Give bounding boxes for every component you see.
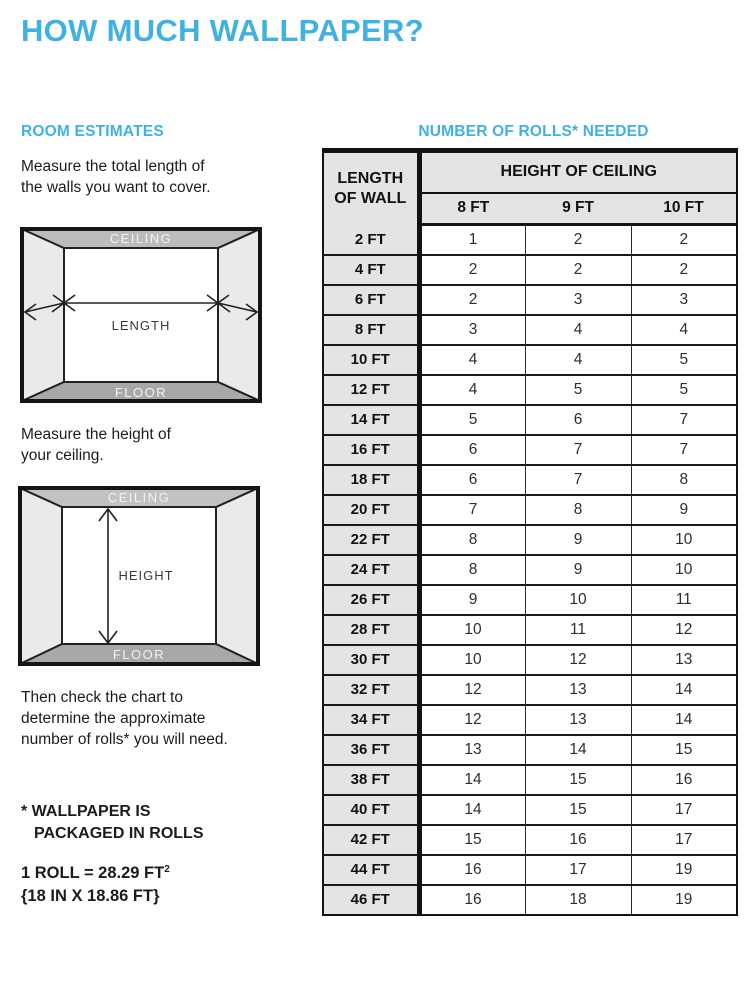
- rolls-8ft-cell: 4: [419, 345, 525, 375]
- instruction-check-chart: [21, 687, 228, 750]
- rolls-8ft-cell: 13: [419, 735, 525, 765]
- wall-length-cell: 24 FT: [323, 555, 419, 585]
- table-row: [323, 795, 737, 825]
- rolls-10ft-cell: 14: [631, 675, 737, 705]
- rolls-10ft-cell: 2: [631, 225, 737, 255]
- rolls-9ft-cell: 6: [525, 405, 631, 435]
- rolls-8ft-cell: 6: [419, 435, 525, 465]
- footnote-line: * WALLPAPER IS: [21, 803, 151, 820]
- height-arrow-label: HEIGHT: [118, 568, 174, 583]
- rolls-10ft-cell: 17: [631, 795, 737, 825]
- rolls-9ft-cell: 15: [525, 795, 631, 825]
- wall-length-cell: 10 FT: [323, 345, 419, 375]
- rolls-9ft-cell: 13: [525, 675, 631, 705]
- rolls-9ft-cell: 2: [525, 225, 631, 255]
- rolls-10ft-cell: 11: [631, 585, 737, 615]
- table-row: [323, 375, 737, 405]
- footnote-line: PACKAGED IN ROLLS: [34, 825, 204, 842]
- rolls-8ft-cell: 16: [419, 885, 525, 915]
- room-height-diagram: [18, 486, 260, 671]
- table-row: [323, 825, 737, 855]
- rolls-table-heading: NUMBER OF ROLLS* NEEDED: [418, 123, 649, 140]
- rolls-10ft-cell: 17: [631, 825, 737, 855]
- room-length-diagram-svg: [20, 227, 262, 403]
- rolls-8ft-cell: 14: [419, 795, 525, 825]
- wall-length-cell: 14 FT: [323, 405, 419, 435]
- rolls-9ft-cell: 15: [525, 765, 631, 795]
- rolls-10ft-cell: 3: [631, 285, 737, 315]
- room-estimates-heading: ROOM ESTIMATES: [21, 123, 164, 140]
- rolls-8ft-cell: 8: [419, 525, 525, 555]
- wall-length-cell: 8 FT: [323, 315, 419, 345]
- rolls-9ft-cell: 8: [525, 495, 631, 525]
- rolls-8ft-cell: 12: [419, 675, 525, 705]
- rolls-10ft-cell: 2: [631, 255, 737, 285]
- corner-header-length-of-wall: LENGTH OF WALL: [323, 151, 419, 225]
- wall-length-cell: 16 FT: [323, 435, 419, 465]
- instruction-line: your ceiling.: [21, 447, 104, 464]
- column-header-9ft: 9 FT: [525, 193, 631, 225]
- rolls-10ft-cell: 14: [631, 705, 737, 735]
- left-wall-shape: [20, 488, 62, 664]
- page-title: HOW MUCH WALLPAPER?: [21, 13, 424, 48]
- table-row: [323, 435, 737, 465]
- instruction-measure-height: [21, 424, 171, 466]
- table-row: [323, 285, 737, 315]
- rolls-9ft-cell: 7: [525, 465, 631, 495]
- table-row: [323, 735, 737, 765]
- rolls-9ft-cell: 14: [525, 735, 631, 765]
- wall-length-cell: 46 FT: [323, 885, 419, 915]
- rolls-table-header: [323, 151, 737, 225]
- table-row: [323, 705, 737, 735]
- table-row: [323, 495, 737, 525]
- rolls-8ft-cell: 2: [419, 285, 525, 315]
- table-row: [323, 405, 737, 435]
- table-row: [323, 885, 737, 915]
- table-row: [323, 645, 737, 675]
- floor-label: FLOOR: [112, 647, 166, 662]
- wall-length-cell: 38 FT: [323, 765, 419, 795]
- rolls-9ft-cell: 4: [525, 315, 631, 345]
- table-row: [323, 345, 737, 375]
- roll-equation: 1 ROLL = 28.29 $FT^2$: [21, 864, 170, 882]
- rolls-table: [322, 148, 738, 916]
- table-row: [323, 255, 737, 285]
- table-row: [323, 765, 737, 795]
- instruction-line: number of rolls* you will need.: [21, 731, 228, 748]
- rolls-9ft-cell: 7: [525, 435, 631, 465]
- room-length-diagram: [20, 227, 262, 408]
- rolls-8ft-cell: 3: [419, 315, 525, 345]
- rolls-9ft-cell: 2: [525, 255, 631, 285]
- rolls-8ft-cell: 5: [419, 405, 525, 435]
- wall-length-cell: 12 FT: [323, 375, 419, 405]
- right-wall-shape: [216, 488, 258, 664]
- rolls-8ft-cell: 16: [419, 855, 525, 885]
- rolls-9ft-cell: 3: [525, 285, 631, 315]
- table-row: [323, 585, 737, 615]
- rolls-10ft-cell: 4: [631, 315, 737, 345]
- length-arrow-label: LENGTH: [111, 318, 171, 333]
- ceiling-label: CEILING: [107, 490, 171, 505]
- table-row: [323, 615, 737, 645]
- instruction-line: Measure the height of: [21, 426, 171, 443]
- rolls-8ft-cell: 2: [419, 255, 525, 285]
- rolls-8ft-cell: 14: [419, 765, 525, 795]
- rolls-9ft-cell: 5: [525, 375, 631, 405]
- wall-length-cell: 30 FT: [323, 645, 419, 675]
- rolls-8ft-cell: 9: [419, 585, 525, 615]
- rolls-10ft-cell: 8: [631, 465, 737, 495]
- rolls-9ft-cell: 16: [525, 825, 631, 855]
- rolls-9ft-cell: 9: [525, 525, 631, 555]
- back-wall-shape: [64, 248, 218, 382]
- rolls-10ft-cell: 15: [631, 735, 737, 765]
- rolls-9ft-cell: 10: [525, 585, 631, 615]
- rolls-table-body: [323, 225, 737, 915]
- instruction-measure-length: [21, 156, 211, 198]
- roll-dimensions: {18 IN X 18.86 FT}: [21, 887, 160, 905]
- rolls-10ft-cell: 7: [631, 405, 737, 435]
- rolls-9ft-cell: 4: [525, 345, 631, 375]
- wall-length-cell: 2 FT: [323, 225, 419, 255]
- rolls-9ft-cell: 18: [525, 885, 631, 915]
- table-row: [323, 525, 737, 555]
- table-row: [323, 855, 737, 885]
- wall-length-cell: 28 FT: [323, 615, 419, 645]
- rolls-8ft-cell: 8: [419, 555, 525, 585]
- rolls-8ft-cell: 6: [419, 465, 525, 495]
- rolls-8ft-cell: 7: [419, 495, 525, 525]
- table-row: [323, 465, 737, 495]
- instruction-line: Measure the total length of: [21, 158, 205, 175]
- rolls-8ft-cell: 12: [419, 705, 525, 735]
- rolls-10ft-cell: 9: [631, 495, 737, 525]
- rolls-9ft-cell: 12: [525, 645, 631, 675]
- rolls-8ft-cell: 1: [419, 225, 525, 255]
- rolls-10ft-cell: 5: [631, 375, 737, 405]
- wall-length-cell: 42 FT: [323, 825, 419, 855]
- instruction-line: Then check the chart to: [21, 689, 183, 706]
- table-row: [323, 555, 737, 585]
- wall-length-cell: 26 FT: [323, 585, 419, 615]
- rolls-10ft-cell: 7: [631, 435, 737, 465]
- wall-length-cell: 36 FT: [323, 735, 419, 765]
- rolls-9ft-cell: 11: [525, 615, 631, 645]
- rolls-9ft-cell: 17: [525, 855, 631, 885]
- rolls-8ft-cell: 4: [419, 375, 525, 405]
- instruction-line: the walls you want to cover.: [21, 179, 211, 196]
- wall-length-cell: 40 FT: [323, 795, 419, 825]
- floor-label: FLOOR: [114, 385, 168, 400]
- column-header-10ft: 10 FT: [631, 193, 737, 225]
- room-height-diagram-svg: [18, 486, 260, 666]
- rolls-9ft-cell: 13: [525, 705, 631, 735]
- squared-superscript: 2: [164, 864, 170, 875]
- wall-length-cell: 4 FT: [323, 255, 419, 285]
- wall-length-cell: 34 FT: [323, 705, 419, 735]
- table-row: [323, 675, 737, 705]
- rolls-10ft-cell: 12: [631, 615, 737, 645]
- group-header-height-of-ceiling: HEIGHT OF CEILING: [419, 151, 737, 193]
- rolls-10ft-cell: 19: [631, 885, 737, 915]
- table-row: [323, 315, 737, 345]
- rolls-10ft-cell: 5: [631, 345, 737, 375]
- rolls-9ft-cell: 9: [525, 555, 631, 585]
- wall-length-cell: 22 FT: [323, 525, 419, 555]
- rolls-10ft-cell: 10: [631, 555, 737, 585]
- wall-length-cell: 18 FT: [323, 465, 419, 495]
- rolls-8ft-cell: 15: [419, 825, 525, 855]
- ceiling-label: CEILING: [109, 231, 173, 246]
- wall-length-cell: 20 FT: [323, 495, 419, 525]
- table-row: [323, 225, 737, 255]
- wall-length-cell: 6 FT: [323, 285, 419, 315]
- rolls-10ft-cell: 19: [631, 855, 737, 885]
- rolls-10ft-cell: 16: [631, 765, 737, 795]
- wall-length-cell: 44 FT: [323, 855, 419, 885]
- column-header-8ft: 8 FT: [419, 193, 525, 225]
- instruction-line: determine the approximate: [21, 710, 206, 727]
- wall-length-cell: 32 FT: [323, 675, 419, 705]
- rolls-10ft-cell: 13: [631, 645, 737, 675]
- rolls-8ft-cell: 10: [419, 615, 525, 645]
- rolls-10ft-cell: 10: [631, 525, 737, 555]
- roll-size-info: [21, 858, 170, 908]
- rolls-footnote: [21, 801, 203, 845]
- rolls-8ft-cell: 10: [419, 645, 525, 675]
